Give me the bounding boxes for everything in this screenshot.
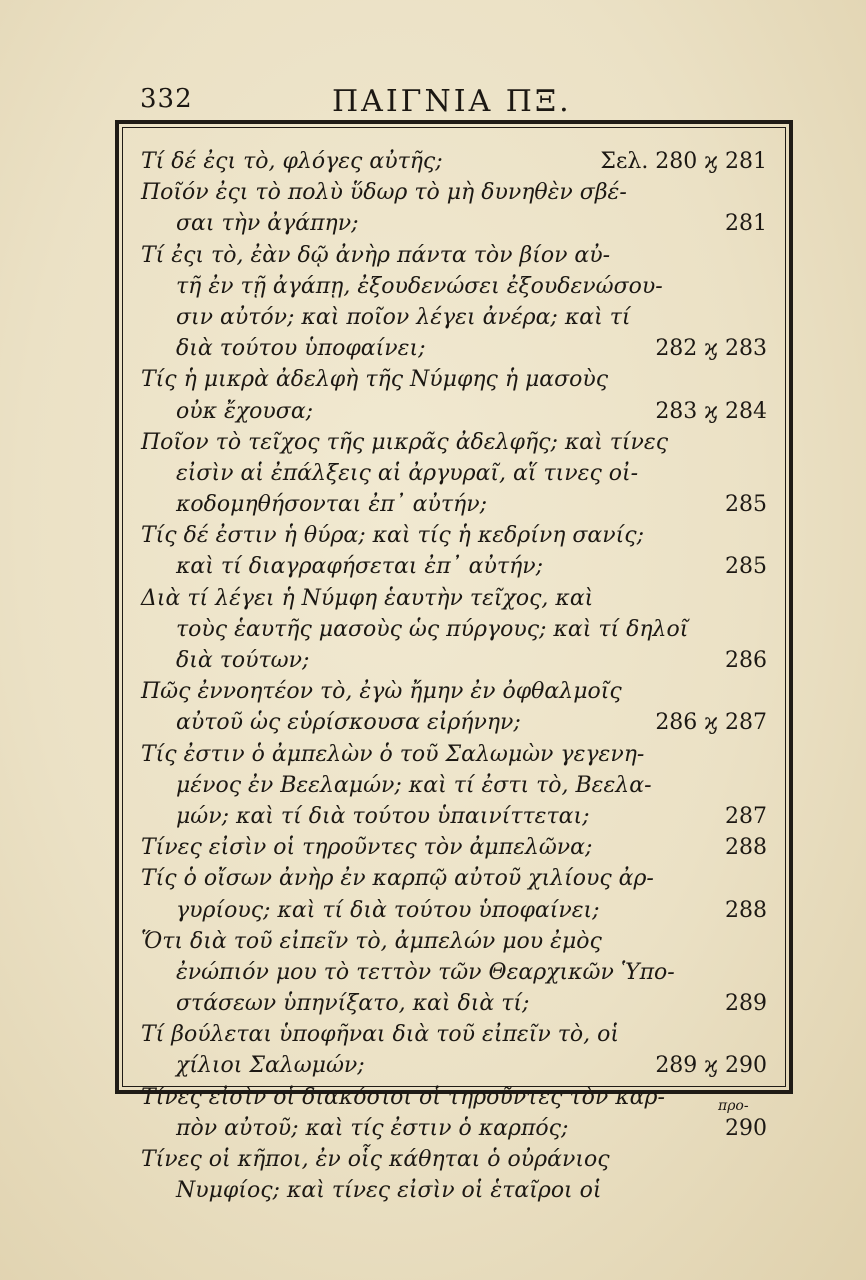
text-line	[141, 489, 775, 520]
line-text: Τίνες εἰσὶν οἱ τηροῦντες τὸν ἀμπελῶνα;	[141, 835, 593, 861]
text-line	[141, 396, 775, 427]
line-text: Τί δέ ἐςι τὸ, φλόγες αὐτῆς;	[141, 149, 443, 174]
text-block	[141, 146, 775, 1206]
line-text: Διὰ τί λέγει ἡ Νύμφη ἑαυτὴν τεῖχος, καὶ	[141, 585, 594, 611]
line-text: Τίνες εἰσὶν οἱ διακόσιοι οἱ τηροῦντες τὸν καρ-	[141, 1084, 665, 1110]
text-line	[141, 863, 775, 894]
text-line	[141, 739, 775, 770]
line-text: μών; καὶ τί διὰ τούτου ὑπαινίττεται;	[176, 803, 590, 829]
line-text: στάσεων ὑπηνίξατο, καὶ διὰ τί;	[176, 991, 530, 1017]
line-text: Ποῖόν ἐςι τὸ πολὺ ὕδωρ τὸ μὴ δυνηθὲν σβέ-	[141, 180, 627, 206]
line-text: Τίς ἐστιν ὁ ἀμπελὼν ὁ τοῦ Σαλωμὼν γεγενη-	[141, 741, 645, 767]
line-text: γυρίους; καὶ τί διὰ τούτου ὑποφαίνει;	[176, 897, 600, 923]
line-text: Τίνες οἱ κῆποι, ἐν οἷς κάθηται ὁ οὐράνιος	[141, 1147, 610, 1172]
text-line	[141, 614, 775, 645]
page-reference: 287	[725, 803, 767, 829]
page-reference: 289	[725, 991, 767, 1017]
page-reference: 289 ϗ 290	[655, 1053, 767, 1079]
line-text: οὐκ ἔχουσα;	[176, 398, 314, 424]
text-line	[141, 1019, 775, 1050]
text-line	[141, 1082, 775, 1113]
page-header	[140, 84, 640, 120]
line-text: σαι τὴν ἀγάπην;	[176, 211, 359, 237]
line-text: καὶ τί διαγραφήσεται ἐπ᾽ αὐτήν;	[176, 554, 544, 580]
text-line	[141, 520, 775, 551]
line-text: Πῶς ἐννοητέον τὸ, ἐγὼ ἤμην ἐν ὀφθαλμοῖς	[141, 679, 622, 705]
text-line	[141, 458, 775, 489]
text-line	[141, 271, 775, 302]
text-line	[141, 364, 775, 395]
line-text: Ποῖον τὸ τεῖχος τῆς μικρᾶς ἀδελφῆς; καὶ τίνες	[141, 429, 669, 455]
line-text: διὰ τούτων;	[176, 648, 310, 673]
line-text: αὐτοῦ ὡς εὑρίσκουσα εἰρήνην;	[176, 710, 521, 736]
text-line	[141, 957, 775, 988]
line-text: Τί ἐςι τὸ, ἐὰν δῷ ἀνὴρ πάντα τὸν βίον αὐ-	[141, 242, 611, 268]
text-line	[141, 177, 775, 208]
page-reference: 286	[725, 648, 767, 673]
page-reference: 282 ϗ 283	[655, 336, 767, 362]
line-text: μένος ἐν Βεελαμών; καὶ τί ἐστι τὸ, Βεελα-	[176, 772, 652, 798]
text-line	[141, 832, 775, 863]
page-reference: 285	[725, 554, 767, 580]
text-line	[141, 333, 775, 364]
page-reference: 281	[725, 211, 767, 237]
page-reference: 288	[725, 897, 767, 923]
page-reference: 290	[725, 1115, 767, 1141]
running-title: ΠΑΙΓΝΙΑ ΠΞ.	[332, 84, 572, 119]
text-line	[141, 707, 775, 738]
text-line	[141, 801, 775, 832]
line-text: ἐνώπιόν μου τὸ τεττὸν τῶν Θεαρχικῶν Ὑπο-	[176, 959, 675, 985]
page-reference: 288	[725, 835, 767, 861]
text-line	[141, 676, 775, 707]
line-text: τῆ ἐν τῇ ἀγάπῃ, ἐξουδενώσει ἐξουδενώσου-	[176, 273, 663, 299]
text-line	[141, 146, 775, 177]
text-line	[141, 926, 775, 957]
text-line	[141, 208, 775, 239]
text-line	[141, 1144, 775, 1175]
text-line	[141, 1113, 775, 1144]
page-reference: Σελ. 280 ϗ 281	[600, 149, 767, 174]
text-line	[141, 583, 775, 614]
line-text: Τίς δέ ἐστιν ἡ θύρα; καὶ τίς ἡ κεδρίνη σανίς;	[141, 523, 645, 549]
line-text: Τίς ὁ οἴσων ἀνὴρ ἐν καρπῷ αὐτοῦ χιλίους ἀρ-	[141, 866, 654, 892]
text-line	[141, 302, 775, 333]
text-line	[141, 1175, 775, 1206]
line-text: χίλιοι Σαλωμών;	[176, 1053, 365, 1079]
text-line	[141, 770, 775, 801]
line-text: τοὺς ἑαυτῆς μασοὺς ὡς πύργους; καὶ τί δηλοῖ	[176, 616, 689, 642]
line-text: πὸν αὐτοῦ; καὶ τίς ἐστιν ὁ καρπός;	[176, 1115, 569, 1141]
text-line	[141, 1050, 775, 1081]
line-text: Ὅτι διὰ τοῦ εἰπεῖν τὸ, ἀμπελών μου ἐμὸς	[141, 928, 602, 954]
text-line	[141, 645, 775, 676]
line-text: σιν αὐτόν; καὶ ποῖον λέγει ἀνέρα; καὶ τί	[176, 304, 631, 330]
text-line	[141, 988, 775, 1019]
catchword: προ-	[718, 1098, 749, 1114]
page-reference: 283 ϗ 284	[655, 398, 767, 424]
line-text: εἰσὶν αἱ ἐπάλξεις αἱ ἀργυραῖ, αἵ τινες οἰ-	[176, 460, 639, 486]
page-reference: 285	[725, 492, 767, 518]
line-text: Τίς ἡ μικρὰ ἀδελφὴ τῆς Νύμφης ἡ μασοὺς	[141, 367, 609, 393]
page-number: 332	[140, 84, 193, 114]
text-line	[141, 427, 775, 458]
line-text: διὰ τούτου ὑποφαίνει;	[176, 336, 426, 362]
text-line	[141, 895, 775, 926]
line-text: κοδομηθήσονται ἐπ᾽ αὐτήν;	[176, 492, 487, 518]
line-text: Νυμφίος; καὶ τίνες εἰσὶν οἱ ἑταῖροι οἱ	[176, 1178, 602, 1204]
text-line	[141, 551, 775, 582]
page-reference: 286 ϗ 287	[655, 710, 767, 736]
text-line	[141, 240, 775, 271]
line-text: Τί βούλεται ὑποφῆναι διὰ τοῦ εἰπεῖν τὸ, οἱ	[141, 1022, 620, 1048]
